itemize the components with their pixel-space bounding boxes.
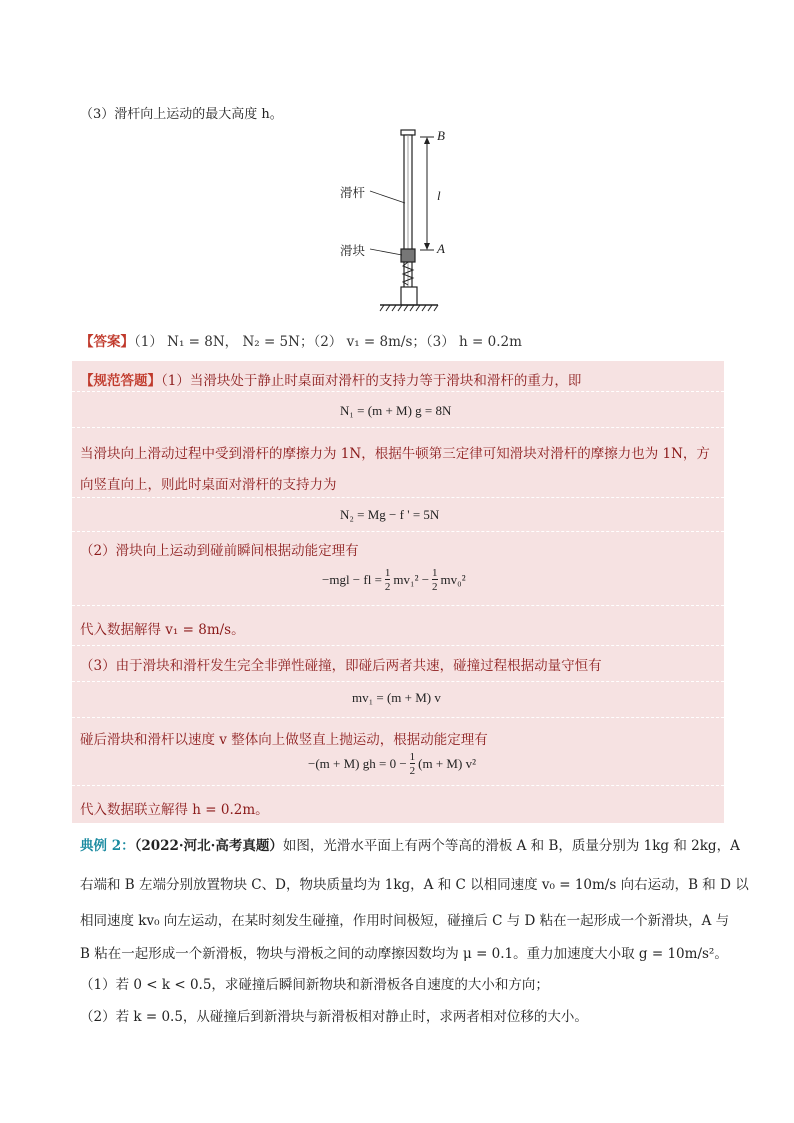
slider-rod-figure [330, 125, 480, 320]
solution-line-7: 碰后滑块和滑杆以速度 v 整体向上做竖直上抛运动，根据动能定理有 [80, 732, 488, 748]
slider-block [401, 249, 415, 262]
rod-top-cap [401, 130, 415, 135]
example-line-2: 右端和 B 左端分别放置物块 C、D，物块质量均为 1kg，A 和 C 以相同速度 v₀ = 10m/s 向右运动，B 和 D 以 [80, 877, 749, 893]
label-block: 滑块 [340, 243, 366, 258]
example-source: （2022·河北·高考真题） [134, 838, 283, 854]
equation-1: N₁ = (m + M) g = 8N [340, 403, 452, 418]
solution-tag: 【规范答题】 [80, 373, 161, 389]
equation-2: N₂ = Mg − f ' = 5N [340, 507, 440, 522]
example-question-2: （2）若 k = 0.5，从碰撞后到新滑块与新滑板相对静止时，求两者相对位移的大小。 [80, 1009, 588, 1025]
label-B: B [437, 128, 445, 143]
solution-line-6: （3）由于滑块和滑杆发生完全非弹性碰撞，即碰后两者共速，碰撞过程根据动量守恒有 [80, 658, 602, 674]
solution-box [72, 361, 724, 823]
equation-5: −(m + M) gh = 0 − $\frac{1}{2}$ (m + M) v² [308, 751, 476, 777]
answer-text: （1） N₁ = 8N， N₂ = 5N；（2） v₁ = 8m/s；（3） h = 0.2m [134, 334, 522, 350]
example-line-4: B 粘在一起形成一个新滑板，物块与滑板之间的动摩擦因数均为 μ = 0.1。重力加速度大小取 g = 10m/s²。 [80, 946, 728, 962]
fraction-half: $\frac{1}{2}$ [409, 751, 416, 777]
label-rod: 滑杆 [340, 185, 366, 200]
solution-line-3: 向竖直向上，则此时桌面对滑杆的支持力为 [80, 477, 337, 493]
example-question-1: （1）若 0 < k < 0.5，求碰撞后瞬间新物块和新滑板各自速度的大小和方向； [80, 977, 549, 993]
answer-tag: 【答案】 [80, 334, 134, 350]
fraction-half: $\frac{1}{2}$ [384, 567, 391, 593]
label-l: l [437, 188, 441, 203]
example-line-1: 典例 2：（2022·河北·高考真题）如图，光滑水平面上有两个等高的滑板 A 和 B，质量分别为 1kg 和 2kg，A [80, 838, 740, 854]
fraction-half: $\frac{1}{2}$ [432, 567, 438, 593]
question-3: （3）滑杆向上运动的最大高度 h。 [80, 107, 283, 122]
label-A: A [437, 241, 445, 256]
solution-line-8: 代入数据联立解得 h = 0.2m。 [80, 802, 269, 818]
solution-line-2: 当滑块向上滑动过程中受到滑杆的摩擦力为 1N，根据牛顿第三定律可知滑块对滑杆的摩擦力也为 1N，方 [80, 446, 710, 462]
example-line-3: 相同速度 kv₀ 向左运动，在某时刻发生碰撞，作用时间极短，碰撞后 C 与 D 粘在一起形成一个新滑块，A 与 [80, 913, 730, 929]
rod-base [401, 287, 417, 305]
example-title: 典例 2： [80, 838, 135, 854]
solution-line-5: 代入数据解得 v₁ = 8m/s。 [80, 622, 245, 638]
answer-line [80, 330, 522, 350]
equation-3: −mgl − fl = $\frac{1}{2}$ mv₁² − $\frac{1}{2}$ mv₀² [322, 567, 466, 593]
solution-line-4: （2）滑块向上运动到碰前瞬间根据动能定理有 [80, 543, 359, 559]
solution-line-1: 【规范答题】（1）当滑块处于静止时桌面对滑杆的支持力等于滑块和滑杆的重力，即 [80, 373, 582, 389]
equation-4: mv₁ = (m + M) v [352, 690, 441, 705]
